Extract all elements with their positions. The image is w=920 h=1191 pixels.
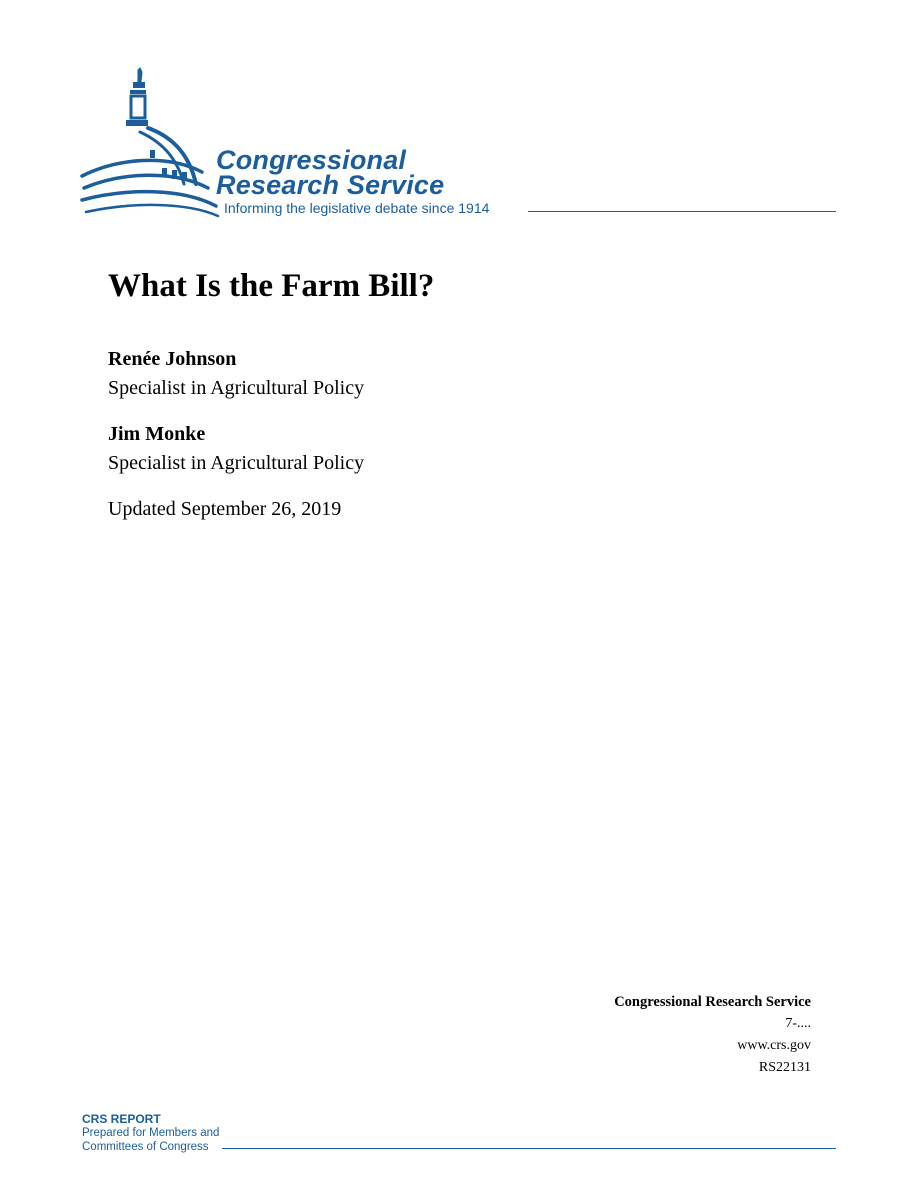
report-number: RS22131 [758, 1060, 811, 1075]
tagline-rule [528, 211, 836, 212]
logo-tagline: Informing the legislative debate since 1914 [224, 200, 490, 216]
logo-name-line2: Research Service [216, 170, 445, 200]
footer-label: CRS REPORT [82, 1112, 161, 1126]
report-code: 7-.... [785, 1016, 811, 1031]
footer-line1: Prepared for Members and [82, 1127, 220, 1139]
crs-website: www.crs.gov [737, 1038, 811, 1053]
footer-rule [222, 1148, 836, 1149]
author-role: Specialist in Agricultural Policy [108, 377, 365, 399]
crs-org-name: Congressional Research Service [614, 994, 811, 1010]
capitol-dome-icon [78, 66, 228, 218]
crs-info-block [614, 991, 811, 1079]
author-name: Renée Johnson [108, 348, 237, 370]
crs-report-footer [82, 1112, 219, 1154]
author-name: Jim Monke [108, 423, 206, 445]
updated-date: Updated September 26, 2019 [108, 498, 342, 520]
logo-name-line1: Congressional [216, 145, 407, 175]
report-title: What Is the Farm Bill? [108, 268, 435, 304]
footer-line2: Committees of Congress [82, 1141, 209, 1153]
author-role: Specialist in Agricultural Policy [108, 452, 365, 474]
